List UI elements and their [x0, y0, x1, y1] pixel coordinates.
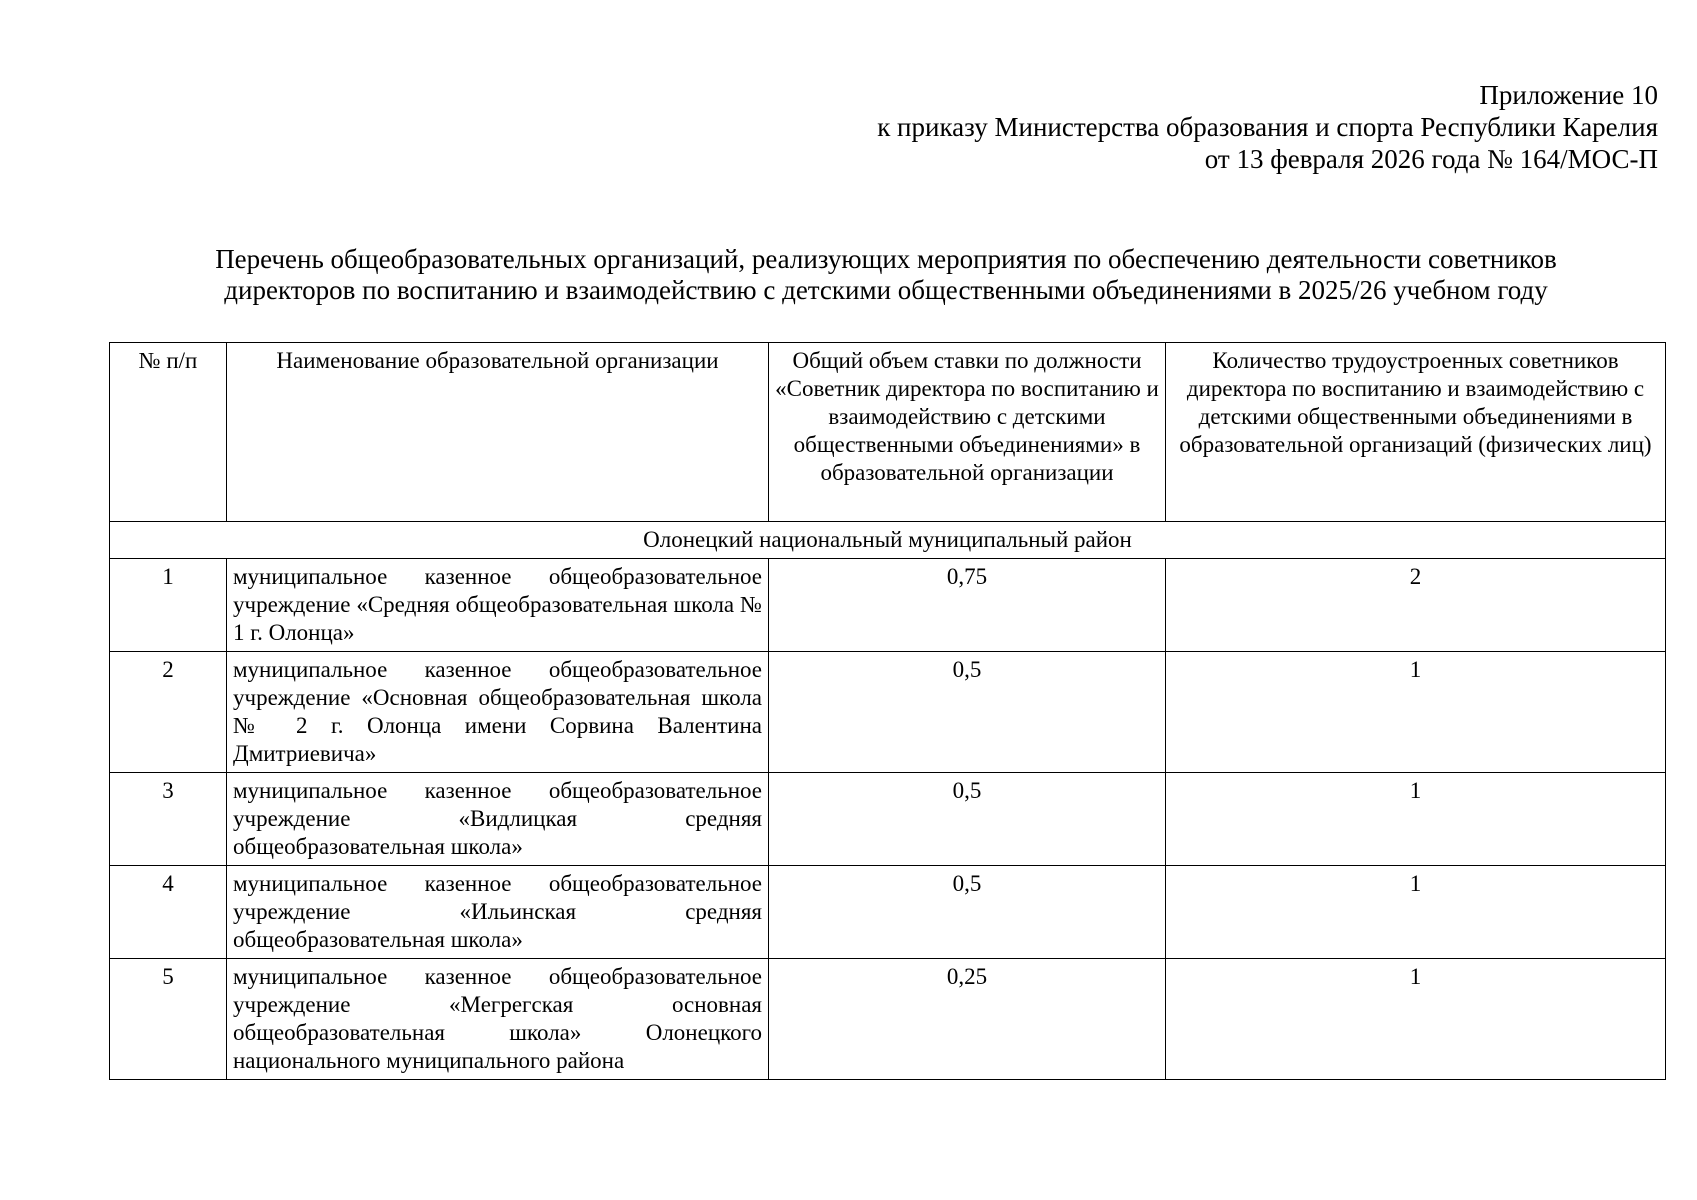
header-number: № п/п — [110, 343, 227, 522]
appendix-header — [877, 79, 1658, 175]
rate-volume: 0,75 — [769, 559, 1166, 652]
district-name: Олонецкий национальный муниципальный район — [110, 522, 1666, 559]
row-number: 2 — [110, 652, 227, 773]
organization-name: муниципальное казенное общеобразовательное учреждение «Видлицкая средняя общеобразовательная школа» — [227, 773, 769, 866]
advisors-count: 2 — [1166, 559, 1666, 652]
advisors-count: 1 — [1166, 652, 1666, 773]
table-row — [110, 559, 1666, 652]
rate-volume: 0,5 — [769, 773, 1166, 866]
table-row — [110, 866, 1666, 959]
table-row — [110, 652, 1666, 773]
advisors-count: 1 — [1166, 866, 1666, 959]
header-rate-volume: Общий объем ставки по должности «Советник директора по воспитанию и взаимодействию с детскими общественными объединениями» в образовательной организации — [769, 343, 1166, 522]
table-header-row — [110, 343, 1666, 522]
table-row — [110, 773, 1666, 866]
advisors-count: 1 — [1166, 773, 1666, 866]
organization-name: муниципальное казенное общеобразовательное учреждение «Ильинская средняя общеобразовательная школа» — [227, 866, 769, 959]
rate-volume: 0,5 — [769, 866, 1166, 959]
row-number: 1 — [110, 559, 227, 652]
organization-name: муниципальное казенное общеобразовательное учреждение «Мегрегская основная общеобразовательная школа» Олонецкого национального муниципального района — [227, 959, 769, 1080]
header-organization-name: Наименование образовательной организации — [227, 343, 769, 522]
rate-volume: 0,5 — [769, 652, 1166, 773]
document-title — [100, 244, 1672, 306]
organization-name: муниципальное казенное общеобразовательное учреждение «Основная общеобразовательная школа № 2 г. Олонца имени Сорвина Валентина Дмитриевича» — [227, 652, 769, 773]
row-number: 5 — [110, 959, 227, 1080]
rate-volume: 0,25 — [769, 959, 1166, 1080]
table-row — [110, 959, 1666, 1080]
organization-name: муниципальное казенное общеобразовательное учреждение «Средняя общеобразовательная школа № 1 г. Олонца» — [227, 559, 769, 652]
document-title-line-2: директоров по воспитанию и взаимодействию с детскими общественными объединениями в 2025/26 учебном году — [224, 275, 1548, 305]
advisors-count: 1 — [1166, 959, 1666, 1080]
document-title-line-1: Перечень общеобразовательных организаций, реализующих мероприятия по обеспечению деятельности советников — [215, 244, 1557, 274]
district-row — [110, 522, 1666, 559]
appendix-order-reference: к приказу Министерства образования и спорта Республики Карелия — [877, 112, 1658, 142]
appendix-number: Приложение 10 — [1479, 80, 1658, 110]
row-number: 3 — [110, 773, 227, 866]
appendix-order-date: от 13 февраля 2026 года № 164/МОС-П — [1204, 144, 1658, 174]
row-number: 4 — [110, 866, 227, 959]
organizations-table — [109, 342, 1666, 1080]
header-advisors-count: Количество трудоустроенных советников директора по воспитанию и взаимодействию с детскими общественными объединениями в образовательной организаций (физических лиц) — [1166, 343, 1666, 522]
